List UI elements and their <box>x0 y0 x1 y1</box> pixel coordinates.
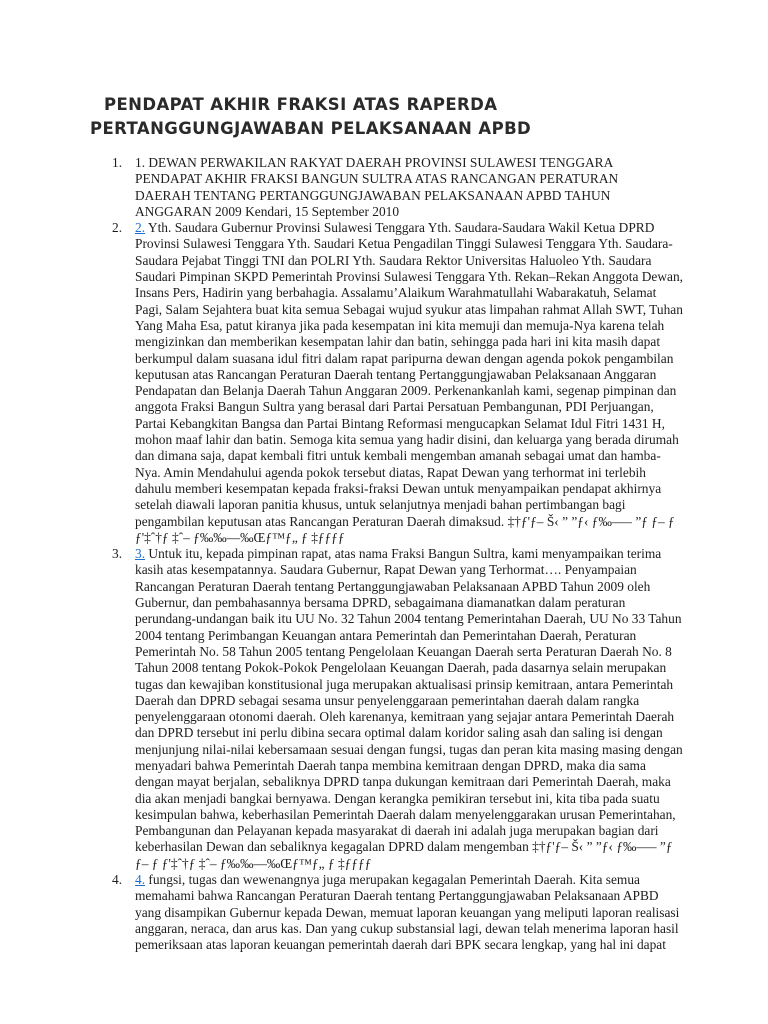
list-item <box>0 220 684 546</box>
text-line-content: menjunjung nilai-nilai kebersamaan sesuai dengan fungsi, tugas dan peran kita masing masing dengan <box>135 741 683 757</box>
text-line <box>135 758 681 774</box>
text-line <box>135 595 681 611</box>
text-line <box>135 839 681 855</box>
text-line-content: pengambilan keputusan atas Rancangan Peraturan Daerah dimaksud. ‡†ƒ'ƒ– Š‹ ” ”ƒ‹ ƒ‰—– ”ƒ ƒ– ƒ <box>135 513 675 529</box>
text-line <box>135 302 681 318</box>
text-line-content: Tahun 2008 tentang Pokok-Pokok Pengelolaan Keuangan Daerah, pada dasarnya selain merupakan <box>135 660 667 676</box>
text-line-content: fungsi, tugas dan wewenangnya juga merupakan kegagalan Pemerintah Daerah. Kita semua <box>148 872 640 888</box>
text-line <box>135 334 681 350</box>
text-line <box>135 269 684 285</box>
text-line <box>135 416 681 432</box>
text-line <box>135 937 681 953</box>
text-line-content: DAERAH TENTANG PERTANGGUNGJAWABAN PELAKSANAAN APBD TAHUN <box>135 187 611 203</box>
list-item-text <box>135 220 684 546</box>
text-line <box>135 579 681 595</box>
text-line <box>135 514 681 530</box>
list-item <box>0 155 681 220</box>
text-line <box>135 171 681 187</box>
text-line-content: penyelenggaraan otonomi daerah. Oleh karenanya, kemitraan yang sejajar antara Pemerintah Daerah <box>135 709 675 725</box>
text-line <box>135 448 681 464</box>
text-line <box>135 872 681 888</box>
text-line <box>135 725 681 741</box>
text-line-content: dan dimana saja, dapat kembali fitri untuk kembali mengemban amanah sebagai umat dan hamba- <box>135 448 661 464</box>
text-line-content: kesimpulan bahwa, keberhasilan Pemerintah Daerah dalam menyelenggarakan urusan Pemerintahan, <box>135 806 676 822</box>
title-line-1: PENDAPAT AKHIR FRAKSI ATAS RAPERDA <box>104 95 498 114</box>
text-line-content: tugas dan kewajiban konstitusional juga merupakan aktualisasi prinsip kemitraan, antara Pemerintah <box>135 676 674 692</box>
text-line <box>135 285 681 301</box>
list-item <box>0 872 681 953</box>
text-line-content: Pagi, Salam Sejahtera buat kita semua Sebagai wujud syukur atas limpahan rahmat Allah SWT, Tuhan <box>135 301 683 317</box>
text-line-content: Untuk itu, kepada pimpinan rapat, atas nama Fraksi Bangun Sultra, kami menyampaikan terima <box>148 546 662 562</box>
text-line-content: Saudara Pejabat Tinggi TNI dan POLRI Yth. Saudara Rektor Universitas Haluoleo Yth. Saudara <box>135 252 652 268</box>
text-line-content: Pemerintah No. 58 Tahun 2005 tentang Pengelolaan Keuangan Daerah serta Peraturan Daerah No. 8 <box>135 643 672 659</box>
text-line <box>135 155 681 171</box>
text-line <box>135 677 681 693</box>
text-line <box>135 204 681 220</box>
text-line-content: perundang-undangan baik itu UU No. 32 Tahun 2004 tentang Pemerintahan Daerah, UU No 33 Tahun <box>135 611 682 627</box>
list-item-text <box>135 546 681 872</box>
text-line-content: mengizinkan dan memberikan kesempatan lahir dan batin, sehingga pada hari ini kita masih dapat <box>135 334 661 350</box>
text-line <box>135 774 681 790</box>
text-line-content: anggota Fraksi Bangun Sultra yang berasal dari Partai Persatuan Pembangunan, PDI Perjuangan, <box>135 399 654 415</box>
text-line <box>135 497 681 513</box>
text-line <box>135 399 681 415</box>
text-line-content: Rancangan Peraturan Daerah tentang Pertanggungjawaban Pelaksanaan APBD Tahun 2009 oleh <box>135 578 651 594</box>
document-title <box>90 93 730 141</box>
text-line-content: Gubernur, dan pembahasannya bersama DPRD, sebagaimana diamanatkan dalam peraturan <box>135 595 626 611</box>
text-line <box>135 351 681 367</box>
text-line <box>135 628 681 644</box>
text-line-content: berkumpul dalam suasana idul fitri dalam rapat paripurna dewan dengan agenda pokok pengambilan <box>135 350 674 366</box>
text-line-content: Nya. Amin Mendahului agenda pokok tersebut diatas, Rapat Dewan yang terhormat ini terlebih <box>135 464 646 480</box>
text-line-content: dengan mayat berjalan, sebaliknya DPRD tanpa dukungan kemitraan dari Pemerintah Daerah, maka <box>135 774 671 790</box>
text-line <box>135 236 681 252</box>
item-ref-link[interactable]: 3. <box>135 546 146 562</box>
text-line <box>135 611 681 627</box>
text-line-content: ƒ– ƒ ƒ'‡ˆ†ƒ ‡ˆ– ƒ‰‰—‰Œƒ™ƒ„ ƒ ‡ƒƒƒƒ <box>135 855 372 871</box>
text-line <box>135 432 681 448</box>
text-line <box>135 807 681 823</box>
text-line-content: Insans Pers, Hadirin yang berbahagia. Assalamu’Alaikum Warahmatullahi Wabarakatuh, Selamat <box>135 285 657 301</box>
text-line <box>135 562 681 578</box>
list-item-number: 3. <box>112 546 123 562</box>
text-line <box>135 888 681 904</box>
text-line <box>135 823 681 839</box>
text-line-content: setelah diawali laporan panitia khusus, untuk selanjutnya menjadi bahan pertimbangan bagi <box>135 497 626 513</box>
list-item-number: 1. <box>112 155 123 170</box>
text-line <box>135 318 681 334</box>
list-item-text <box>135 872 681 953</box>
text-line <box>135 856 681 872</box>
list-item <box>0 546 681 872</box>
text-line <box>135 465 681 481</box>
text-line-content: Provinsi Sulawesi Tenggara Yth. Saudari Ketua Pengadilan Tinggi Sulawesi Tenggara Yth. Saudara- <box>135 236 673 252</box>
text-line-content: keberhasilan Dewan dan sebaliknya kegagalan DPRD dalam mengemban ‡†ƒ'ƒ– Š‹ ” ”ƒ‹ ƒ‰—– ”ƒ <box>135 839 673 855</box>
list-item-number: 4. <box>112 872 123 888</box>
text-line <box>135 481 681 497</box>
text-line-content: Partai Kebangkitan Bangsa dan Partai Bintang Reformasi mengucapkan Selamat Idul Fitri 1431 H, <box>135 415 665 431</box>
text-line-content: Daerah dan DPRD sebagai sesama unsur penyelenggaraan pemerintahan daerah dalam rangka <box>135 692 640 708</box>
text-line <box>135 742 681 758</box>
text-line-content: Pendapatan dan Belanja Daerah Tahun Anggaran 2009. Perkenankanlah kami, segenap pimpinan dan <box>135 383 677 399</box>
list-item-number: 2. <box>112 220 123 236</box>
text-line <box>135 530 681 546</box>
item-ref-link[interactable]: 4. <box>135 872 146 888</box>
text-line-content: PENDAPAT AKHIR FRAKSI BANGUN SULTRA ATAS RANCANGAN PERATURAN <box>135 171 619 187</box>
title-line-2: PERTANGGUNGJAWABAN PELAKSANAAN APBD <box>90 119 532 138</box>
numbered-list <box>0 155 768 954</box>
text-line-content: Saudari Pimpinan SKPD Pemerintah Provinsi Sulawesi Tenggara Yth. Rekan–Rekan Anggota Dewan, <box>135 269 684 285</box>
text-line-content: kasih atas kesempatannya. Saudara Gubernur, Rapat Dewan yang Terhormat…. Penyampaian <box>135 562 637 578</box>
text-line-content: Yang Maha Esa, patut kiranya jika pada kesempatan ini kita memuji dan memuja-Nya karena telah <box>135 317 665 333</box>
item-ref-link[interactable]: 2. <box>135 220 146 236</box>
text-line-content: Pembangunan dan Pelayanan kepada masyarakat di daerah ini adalah juga merupakan bagian dari <box>135 823 659 839</box>
text-line <box>135 921 681 937</box>
text-line-content: dahulu memberi kesempatan kepada fraksi-fraksi Dewan untuk menyampaikan pendapat akhirnya <box>135 480 662 496</box>
text-line-content: mohon maaf lahir dan batin. Semoga kita semua yang hadir disini, dan keluarga yang berada dirumah <box>135 432 679 448</box>
text-line-content: dia akan menjadi bangkai bernyawa. Dengan kerangka pemikiran tersebut ini, kita tiba pada suatu <box>135 790 660 806</box>
text-line <box>135 693 681 709</box>
text-line-content: ANGGARAN 2009 Kendari, 15 September 2010 <box>135 203 400 219</box>
text-line <box>135 367 681 383</box>
text-line <box>135 546 681 562</box>
text-line-content: 2004 tentang Perimbangan Keuangan antara Pemerintah dan Pemerintahan Daerah, Peraturan <box>135 627 637 643</box>
text-line-content: memahami bahwa Rancangan Peraturan Daerah tentang Pertanggungjawaban Pelaksanaan APBD <box>135 888 659 904</box>
text-line-content: menyadari bahwa Pemerintah Daerah tanpa membina kemitraan dengan DPRD, maka dia sama <box>135 757 646 773</box>
text-line-content: dan DPRD tersebut ini perlu dibina secara optimal dalam koridor saling asah dan saling isi dengan <box>135 725 663 741</box>
text-line-content: pemeriksaan atas laporan keuangan pemerintah daerah dari BPK secara lengkap, yang hal ini dapat <box>135 937 666 953</box>
text-line-content: Yth. Saudara Gubernur Provinsi Sulawesi Tenggara Yth. Saudara-Saudara Wakil Ketua DPRD <box>147 220 655 236</box>
text-line-content: anggaran, neraca, dan arus kas. Dan yang cukup substansial lagi, dewan telah menerima laporan hasil <box>135 920 679 936</box>
text-line-content: ƒ'‡ˆ†ƒ ‡ˆ– ƒ‰‰—‰Œƒ™ƒ„ ƒ ‡ƒƒƒƒ <box>135 529 345 545</box>
text-line <box>135 383 681 399</box>
list-item-text <box>135 155 681 220</box>
text-line <box>135 709 681 725</box>
text-line-content: keputusan atas Rancangan Peraturan Daerah tentang Pertanggungjawaban Pelaksanaan Anggaran <box>135 366 657 382</box>
text-line <box>135 644 681 660</box>
text-line <box>135 253 681 269</box>
text-line <box>135 905 681 921</box>
text-line <box>135 220 681 236</box>
text-line <box>135 791 681 807</box>
text-line-content: 1. DEWAN PERWAKILAN RAKYAT DAERAH PROVINSI SULAWESI TENGGARA <box>135 155 614 170</box>
text-line <box>135 188 681 204</box>
text-line <box>135 660 681 676</box>
text-line-content: yang disampikan Gubernur kepada Dewan, memuat laporan keuangan yang meliputi laporan realisasi <box>135 904 680 920</box>
